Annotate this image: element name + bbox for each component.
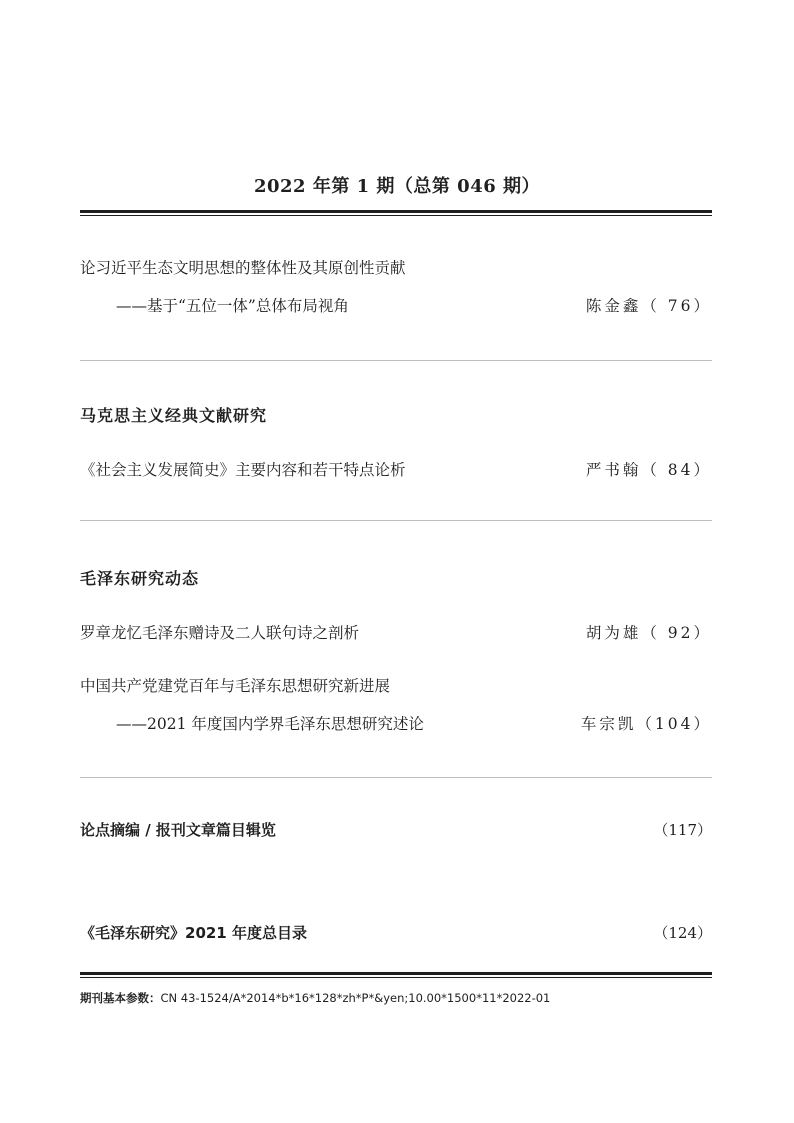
extra-entry[interactable] (80, 819, 712, 841)
article-subtitle-row (80, 713, 712, 735)
section-divider (80, 360, 712, 361)
extra-entry[interactable] (80, 922, 712, 944)
article-subtitle: ——基于“五位一体”总体布局视角 (116, 297, 349, 315)
article-row[interactable] (80, 459, 712, 481)
issue-title: 2022 年第 1 期（总第 046 期） (253, 176, 541, 197)
article-author-page: 车宗凯（104） (580, 715, 712, 733)
extra-page: （124） (653, 924, 712, 942)
article-author-page: 严书翰（ 84） (585, 461, 712, 479)
footer-label: 期刊基本参数： (80, 991, 161, 1005)
footer-double-rule (80, 972, 712, 978)
footer-params (80, 990, 550, 1006)
article-title[interactable] (80, 675, 712, 697)
extra-title: 《毛泽东研究》2021 年度总目录 (80, 924, 307, 942)
article-title-text: 中国共产党建党百年与毛泽东思想研究新进展 (80, 677, 391, 695)
article-title-text: 《社会主义发展简史》主要内容和若干特点论析 (80, 461, 406, 479)
extra-page: （117） (653, 821, 712, 839)
article-subtitle: ——2021 年度国内学界毛泽东思想研究述论 (116, 715, 424, 733)
section-divider (80, 520, 712, 521)
section-divider (80, 777, 712, 778)
article-title-text: 论习近平生态文明思想的整体性及其原创性贡献 (80, 259, 406, 277)
article-title[interactable] (80, 257, 712, 279)
section-heading: 毛泽东研究动态 (80, 569, 200, 588)
article-title-text: 罗章龙忆毛泽东赠诗及二人联句诗之剖析 (80, 624, 360, 642)
article-author-page: 胡为雄（ 92） (585, 624, 712, 642)
section-heading: 马克思主义经典文献研究 (80, 406, 268, 425)
article-row[interactable] (80, 622, 712, 644)
footer-value: CN 43-1524/A*2014*b*16*128*zh*P*&yen;10.00*1500*11*2022-01 (160, 991, 551, 1005)
article-subtitle-row (80, 295, 712, 317)
extra-title: 论点摘编 / 报刊文章篇目辑览 (80, 821, 276, 839)
header-double-rule (80, 210, 712, 216)
article-author-page: 陈金鑫（ 76） (585, 297, 712, 315)
